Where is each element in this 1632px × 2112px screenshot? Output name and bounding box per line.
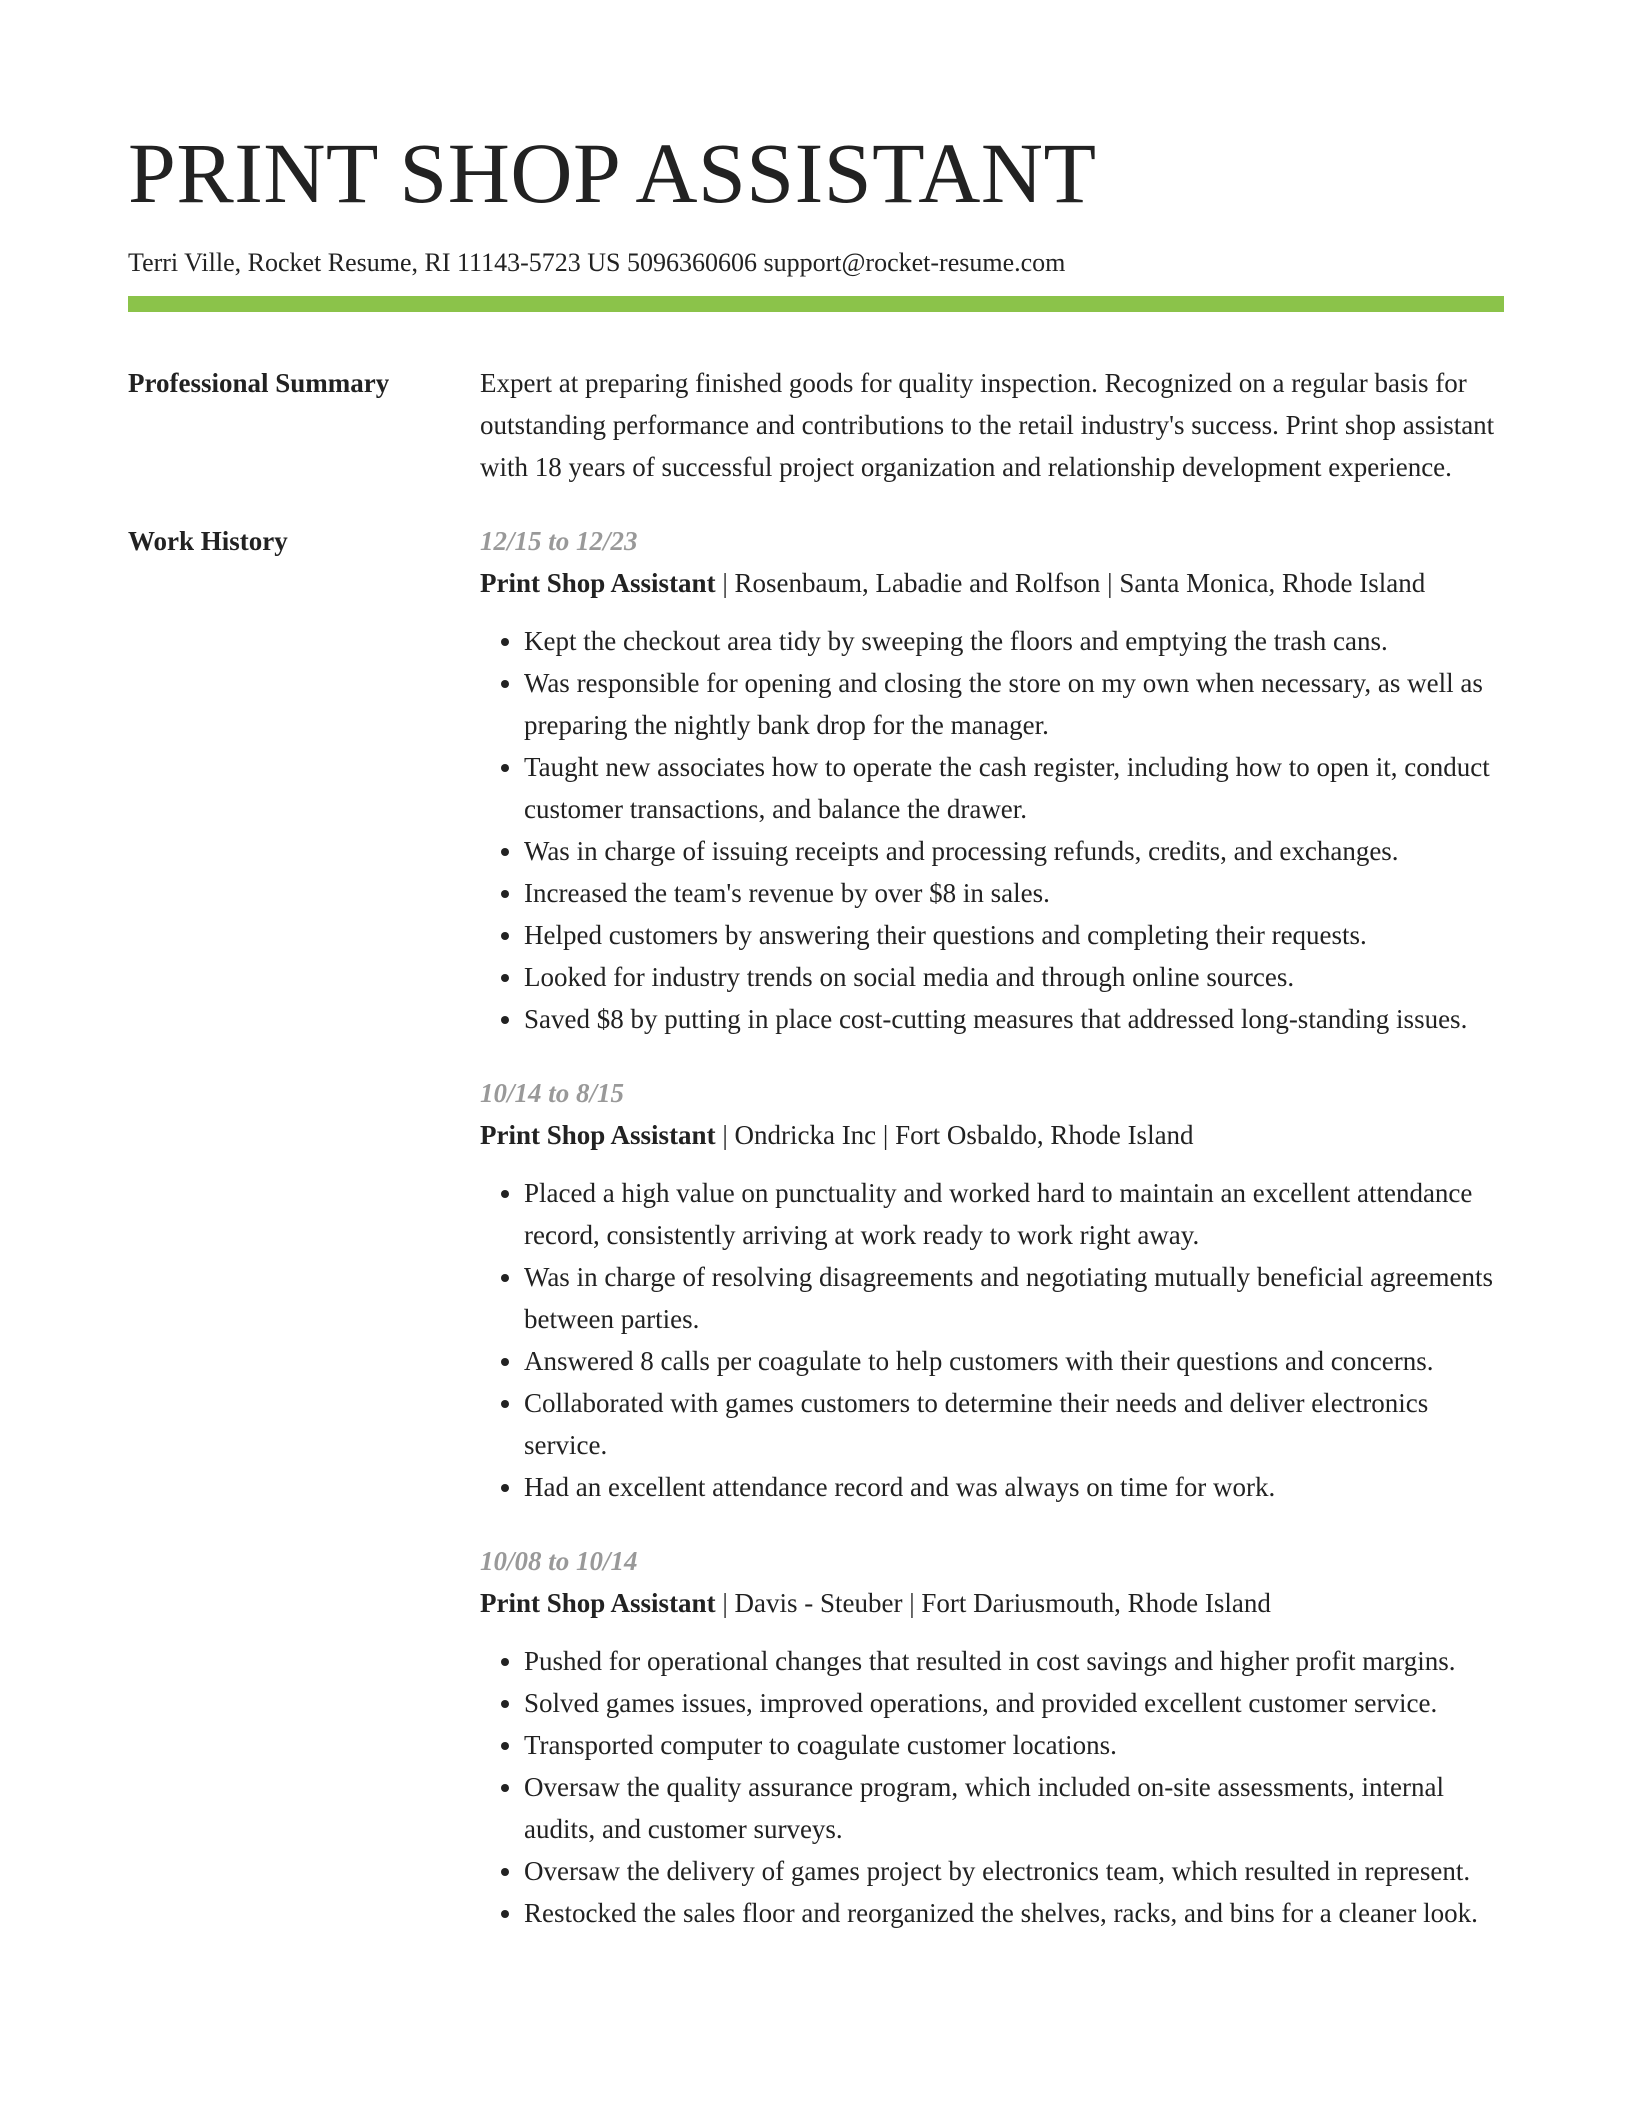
resume-page [128, 0, 1504, 1966]
job-separator: | [715, 1588, 735, 1618]
job-separator: | [902, 1588, 922, 1618]
summary-body [480, 362, 1504, 488]
job-heading [480, 562, 1504, 604]
job-title: Print Shop Assistant [480, 1120, 716, 1150]
job-company: Davis - Steuber [734, 1588, 903, 1618]
job-entry-3 [480, 1540, 1504, 1934]
work-history-body [480, 520, 1504, 1966]
job-bullet: • Was responsible for opening and closing the store on my own when necessary, as well as preparing the nightly bank drop for the manager. [524, 662, 1504, 746]
job-bullet: • Helped customers by answering their questions and completing their requests. [524, 914, 1504, 956]
job-bullet: • Was in charge of resolving disagreements and negotiating mutually beneficial agreements between parties. [524, 1256, 1504, 1340]
job-bullet: • Transported computer to coagulate customer locations. [524, 1724, 1504, 1766]
job-company: Ondricka Inc [734, 1120, 877, 1150]
job-bullet: • Collaborated with games customers to determine their needs and deliver electronics service. [524, 1382, 1504, 1466]
job-heading [480, 1114, 1504, 1156]
job-bullet-list [480, 1172, 1504, 1508]
job-bullet-list [480, 620, 1504, 1040]
job-bullet: • Pushed for operational changes that resulted in cost savings and higher profit margins. [524, 1640, 1504, 1682]
summary-text: Expert at preparing finished goods for quality inspection. Recognized on a regular basis for outstanding performance and contributions to the retail industry's success. Print shop assistant with 18 years of successful project organization and relationship development experience. [480, 368, 1495, 482]
job-location: Fort Dariusmouth, Rhode Island [921, 1588, 1271, 1618]
job-dates: 10/14 to 8/15 [480, 1078, 625, 1108]
job-bullet: • Solved games issues, improved operations, and provided excellent customer service. [524, 1682, 1504, 1724]
resume-title: PRINT SHOP ASSISTANT [128, 125, 1097, 221]
job-bullet: • Answered 8 calls per coagulate to help customers with their questions and concerns. [524, 1340, 1504, 1382]
job-entry-1 [480, 520, 1504, 1040]
section-label-summary: Professional Summary [128, 368, 390, 398]
section-label-work-history: Work History [128, 526, 288, 556]
professional-summary-section [128, 362, 1504, 488]
job-bullet: • Had an excellent attendance record and was always on time for work. [524, 1466, 1504, 1508]
job-bullet: • Looked for industry trends on social media and through online sources. [524, 956, 1504, 998]
job-separator: | [715, 568, 735, 598]
job-bullet: • Oversaw the delivery of games project by electronics team, which resulted in represent. [524, 1850, 1504, 1892]
job-separator: | [715, 1120, 735, 1150]
job-heading [480, 1582, 1504, 1624]
contact-email: support@rocket-resume.com [763, 248, 1066, 277]
job-bullet: • Kept the checkout area tidy by sweeping the floors and emptying the trash cans. [524, 620, 1504, 662]
job-location: Santa Monica, Rhode Island [1119, 568, 1426, 598]
contact-address: Terri Ville, Rocket Resume, RI 11143-5723 US [128, 248, 621, 277]
job-bullet: • Increased the team's revenue by over $8 in sales. [524, 872, 1504, 914]
job-title: Print Shop Assistant [480, 568, 716, 598]
job-bullet: • Was in charge of issuing receipts and processing refunds, credits, and exchanges. [524, 830, 1504, 872]
contact-line [128, 246, 1504, 280]
contact-phone: 5096360606 [626, 248, 757, 277]
job-dates: 12/15 to 12/23 [480, 526, 638, 556]
job-entry-2 [480, 1072, 1504, 1508]
job-bullet: • Saved $8 by putting in place cost-cutting measures that addressed long-standing issues. [524, 998, 1504, 1040]
job-company: Rosenbaum, Labadie and Rolfson [734, 568, 1101, 598]
job-title: Print Shop Assistant [480, 1588, 716, 1618]
job-bullet: • Placed a high value on punctuality and worked hard to maintain an excellent attendance record, consistently arriving at work ready to work right away. [524, 1172, 1504, 1256]
job-separator: | [1100, 568, 1120, 598]
job-bullet: • Taught new associates how to operate the cash register, including how to open it, conduct customer transactions, and balance the drawer. [524, 746, 1504, 830]
job-bullet: • Restocked the sales floor and reorganized the shelves, racks, and bins for a cleaner look. [524, 1892, 1504, 1934]
job-location: Fort Osbaldo, Rhode Island [895, 1120, 1194, 1150]
job-bullet: • Oversaw the quality assurance program, which included on-site assessments, internal audits, and customer surveys. [524, 1766, 1504, 1850]
job-separator: | [876, 1120, 896, 1150]
header-divider [128, 296, 1504, 312]
job-dates: 10/08 to 10/14 [480, 1546, 638, 1576]
work-history-section [128, 520, 1504, 1966]
job-bullet-list [480, 1640, 1504, 1934]
